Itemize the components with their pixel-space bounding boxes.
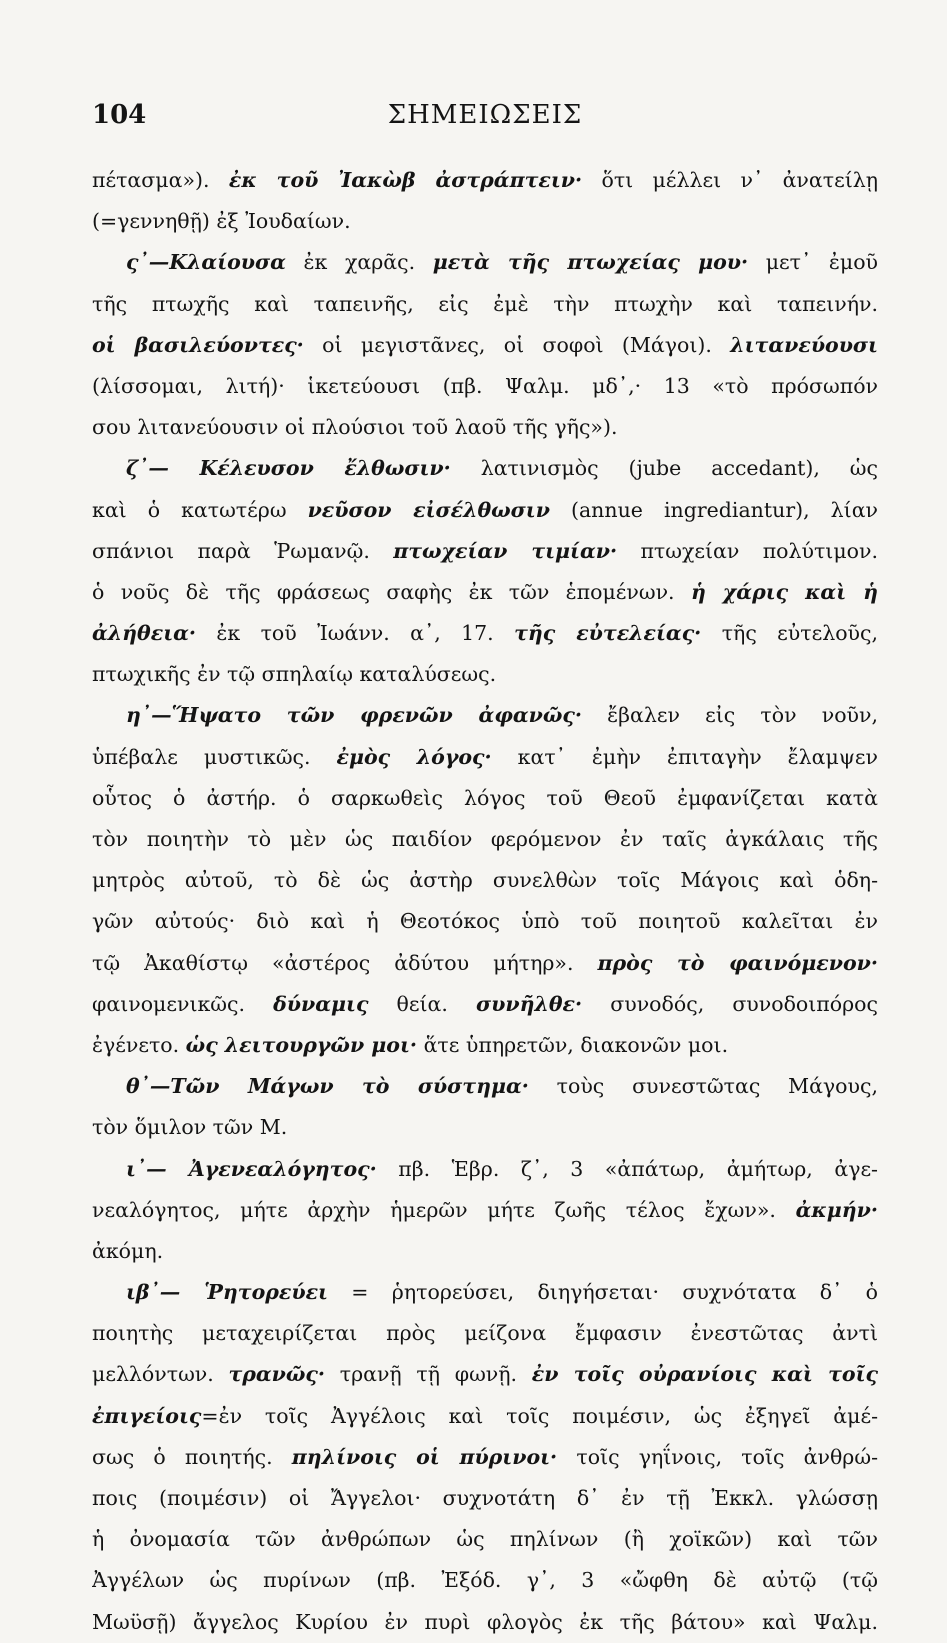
lemma-phrase: πτωχείαν τιμίαν· xyxy=(393,538,618,563)
commentary-text: μελλόντων. xyxy=(92,1362,229,1387)
text-line xyxy=(92,1190,878,1231)
text-line xyxy=(92,1107,878,1148)
commentary-text: νεαλόγητος, μήτε ἀρχὴν ἡμερῶν μήτε ζωῆς τέλος ἔχων». xyxy=(92,1197,796,1222)
text-line xyxy=(92,201,878,242)
lemma-phrase: ἀλήθεια· xyxy=(92,621,197,646)
commentary-text: τρανῇ τῇ φωνῇ. xyxy=(325,1362,532,1387)
commentary-text: τὸν ὅμιλον τῶν Μ. xyxy=(92,1115,288,1140)
lemma-phrase: ὡς λειτουργῶν μοι· xyxy=(185,1032,418,1057)
text-line xyxy=(92,819,878,860)
commentary-text: γῶν αὐτούς· διὸ καὶ ἡ Θεοτόκος ὑπὸ τοῦ ποιητοῦ καλεῖται ἐν xyxy=(92,909,878,934)
commentary-text: καὶ ὁ κατωτέρω xyxy=(92,497,308,522)
commentary-text: σως ὁ ποιητής. xyxy=(92,1444,292,1469)
commentary-text: Μωϋσῇ) ἄγγελος Κυρίου ἐν πυρὶ φλογὸς ἐκ τῆς βάτου» καὶ Ψαλμ. xyxy=(92,1609,878,1634)
commentary-text: συνοδός, συνοδοιπόρος xyxy=(582,991,878,1016)
text-line xyxy=(92,695,878,736)
lemma-phrase: θ᾽—Τῶν Μάγων τὸ σύστημα· xyxy=(126,1074,529,1099)
text-line xyxy=(92,1396,878,1437)
text-line xyxy=(92,1354,878,1395)
commentary-text: ὁ νοῦς δὲ τῆς φράσεως σαφὴς ἐκ τῶν ἑπομένων. xyxy=(92,579,691,604)
text-line xyxy=(92,448,878,489)
text-line xyxy=(92,284,878,325)
commentary-text: ἐκ τοῦ Ἰωάνν. α᾽, 17. xyxy=(196,621,515,646)
commentary-text: =ἐν τοῖς Ἀγγέλοις καὶ τοῖς ποιμέσιν, ὡς ἐξηγεῖ ἀμέ- xyxy=(201,1403,878,1428)
lemma-phrase: ἐν τοῖς οὐρανίοις καὶ τοῖς xyxy=(531,1362,878,1387)
commentary-text: τῆς πτωχῆς καὶ ταπεινῆς, εἰς ἐμὲ τὴν πτωχὴν καὶ ταπεινήν. xyxy=(92,291,878,316)
text-line xyxy=(92,407,878,448)
commentary-text: σου λιτανεύουσιν οἱ πλούσιοι τοῦ λαοῦ τῆς γῆς»). xyxy=(92,415,618,440)
lemma-phrase: ι᾽— Ἀγενεαλόγητος· xyxy=(126,1156,377,1181)
lemma-phrase: λιτανεύουσι xyxy=(730,332,878,357)
commentary-text: οὗτος ὁ ἀστήρ. ὁ σαρκωθεὶς λόγος τοῦ Θεοῦ ἐμφανίζεται κατὰ xyxy=(92,785,878,810)
commentary-text: οἱ μεγιστᾶνες, οἱ σοφοὶ (Μάγοι). xyxy=(303,332,731,357)
text-line xyxy=(92,1602,878,1643)
lemma-phrase: τῆς εὐτελείας· xyxy=(514,621,702,646)
lemma-phrase: συνῆλθε· xyxy=(476,991,583,1016)
lemma-phrase: ιβ᾽— Ῥητορεύει xyxy=(126,1280,328,1305)
commentary-text: πβ. Ἑβρ. ζ᾽, 3 «ἀπάτωρ, ἀμήτωρ, ἀγε- xyxy=(376,1156,878,1181)
text-line xyxy=(92,242,878,283)
text-line xyxy=(92,366,878,407)
text-line xyxy=(92,325,878,366)
commentary-text: = ῥητορεύσει, διηγήσεται· συχνότατα δ᾽ ὁ xyxy=(327,1280,878,1305)
commentary-text: τοὺς συνεστῶτας Μάγους, xyxy=(528,1074,878,1099)
lemma-phrase: νεῦσον εἰσέλθωσιν xyxy=(307,497,550,522)
text-line xyxy=(92,1519,878,1560)
commentary-text: τὸν ποιητὴν τὸ μὲν ὡς παιδίον φερόμενον ἐν ταῖς ἀγκάλαις τῆς xyxy=(92,827,878,851)
commentary-text: ἔβαλεν εἰς τὸν νοῦν, xyxy=(582,703,878,728)
commentary-text: (annue ingrediantur), λίαν xyxy=(549,497,878,522)
lemma-phrase: πηλίνοις οἱ πύρινοι· xyxy=(291,1444,558,1469)
lemma-phrase: πρὸς τὸ φαινόμενον· xyxy=(597,950,878,975)
text-line xyxy=(92,1437,878,1478)
text-line xyxy=(92,984,878,1025)
commentary-text: ἐγένετο. xyxy=(92,1032,186,1057)
text-line xyxy=(92,613,878,654)
commentary-text: ἐκ χαρᾶς. xyxy=(285,250,433,275)
text-line xyxy=(92,1025,878,1066)
commentary-text: ἀκόμη. xyxy=(92,1238,164,1263)
text-line xyxy=(92,572,878,613)
lemma-phrase: ἐπιγείοις xyxy=(92,1403,202,1428)
text-line xyxy=(92,531,878,572)
text-line xyxy=(92,1272,878,1313)
text-line xyxy=(92,778,878,819)
commentary-text: τοῖς γηΐνοις, τοῖς ἀνθρώ- xyxy=(557,1444,878,1469)
lemma-phrase: ἐμὸς λόγος· xyxy=(336,744,492,769)
page-number: 104 xyxy=(92,100,147,130)
lemma-phrase: οἱ βασιλεύοντες· xyxy=(92,332,304,357)
text-line xyxy=(92,1560,878,1601)
commentary-text: ὑπέβαλε μυστικῶς. xyxy=(92,744,337,769)
text-line xyxy=(92,1478,878,1519)
commentary-text: κατ᾽ ἐμὴν ἐπιταγὴν ἔλαμψεν xyxy=(491,744,878,769)
page-header xyxy=(92,100,878,140)
lemma-phrase: μετὰ τῆς πτωχείας μου· xyxy=(432,250,749,275)
commentary-text: ἅτε ὑπηρετῶν, διακονῶν μοι. xyxy=(417,1032,729,1057)
text-line xyxy=(92,490,878,531)
commentary-text: μητρὸς αὐτοῦ, τὸ δὲ ὡς ἀστὴρ συνελθὼν τοῖς Μάγοις καὶ ὁδη- xyxy=(92,868,878,893)
running-head: ΣΗΜΕΙΩΣΕΙΣ xyxy=(387,100,583,130)
lemma-phrase: ἡ χάρις καὶ ἡ xyxy=(690,579,878,604)
text-line xyxy=(92,860,878,901)
commentary-text: σπάνιοι παρὰ Ῥωμανῷ. xyxy=(92,538,394,563)
commentary-text: πτωχείαν πολύτιμον. xyxy=(617,538,878,563)
text-line xyxy=(92,160,878,201)
lemma-phrase: δύναμις xyxy=(273,991,369,1016)
lemma-phrase: ζ᾽— Κέλευσον ἔλθωσιν· xyxy=(126,456,451,481)
commentary-text: φαινομενικῶς. xyxy=(92,991,274,1016)
text-line xyxy=(92,654,878,695)
text-line xyxy=(92,1149,878,1190)
commentary-text: ὅτι μέλλει ν᾽ ἀνατείλῃ xyxy=(582,168,878,192)
lemma-phrase: η᾽—Ἥψατο τῶν φρενῶν ἀφανῶς· xyxy=(126,703,582,728)
commentary-text: πτωχικῆς ἐν τῷ σπηλαίῳ καταλύσεως. xyxy=(92,662,497,687)
commentary-text: ποιητὴς μεταχειρίζεται πρὸς μείζονα ἔμφασιν ἐνεστῶτας ἀντὶ xyxy=(92,1321,878,1346)
commentary-text: (λίσσομαι, λιτή)· ἱκετεύουσι (πβ. Ψαλμ. μδ᾽,· 13 «τὸ πρόσωπόν xyxy=(92,373,878,398)
lemma-phrase: ἐκ τοῦ Ἰακὼβ ἀστράπτειν· xyxy=(228,168,583,192)
commentary-text: (=γεννηθῇ) ἐξ Ἰουδαίων. xyxy=(92,209,351,234)
commentary-text: λατινισμὸς (jube accedant), ὡς xyxy=(450,456,878,481)
commentary-text: ποις (ποιμέσιν) οἱ Ἄγγελοι· συχνοτάτη δ᾽ ἐν τῇ Ἐκκλ. γλώσσῃ xyxy=(92,1486,878,1510)
text-line xyxy=(92,1313,878,1354)
commentary-text: τῆς εὐτελοῦς, xyxy=(701,621,878,646)
commentary-text: πέτασμα»). xyxy=(92,168,229,192)
commentary-text: ἡ ὀνομασία τῶν ἀνθρώπων ὡς πηλίνων (ἢ χοϊκῶν) καὶ τῶν xyxy=(92,1527,878,1552)
text-line xyxy=(92,737,878,778)
notes-body xyxy=(92,160,878,1643)
text-line xyxy=(92,901,878,942)
commentary-text: τῷ Ἀκαθίστῳ «ἀστέρος ἀδύτου μήτηρ». xyxy=(92,950,598,975)
lemma-phrase: ς᾽—Κλαίουσα xyxy=(126,250,286,275)
text-line xyxy=(92,1231,878,1272)
text-line xyxy=(92,943,878,984)
commentary-text: Ἀγγέλων ὡς πυρίνων (πβ. Ἐξόδ. γ᾽, 3 «ὤφθη δὲ αὐτῷ (τῷ xyxy=(92,1568,878,1593)
text-line xyxy=(92,1066,878,1107)
commentary-text: θεία. xyxy=(368,991,477,1016)
lemma-phrase: ἀκμήν· xyxy=(795,1197,878,1222)
lemma-phrase: τρανῶς· xyxy=(228,1362,326,1387)
commentary-text: μετ᾽ ἐμοῦ xyxy=(748,250,878,275)
